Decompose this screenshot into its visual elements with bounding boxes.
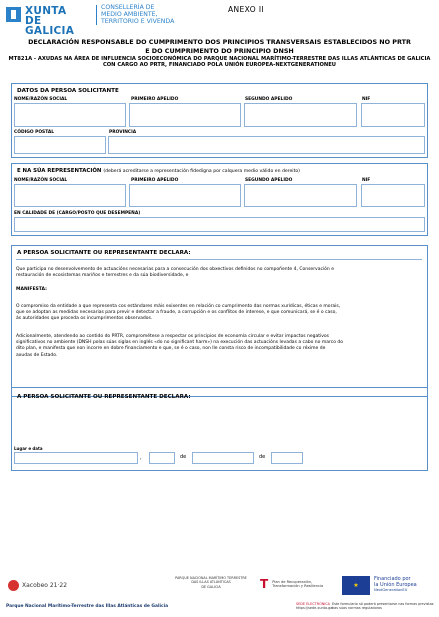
- text-line: restauración de ecosistemas mariños e terrestres e da súa biodiversidade, e: [16, 273, 189, 279]
- text-line: O compromiso da entidade a que representa cos estándares máis exixentes en relación co cumprimento das normas xurídicas, éticas e morais,: [16, 304, 341, 309]
- segundo-apelido-field[interactable]: [244, 103, 357, 127]
- rep-segundo-apelido-field[interactable]: [244, 184, 357, 207]
- paragraph-compromiso: [16, 304, 422, 323]
- consellaria-line1: CONSELLERÍA DE: [101, 4, 155, 11]
- label-nome: NOME/RAZÓN SOCIAL: [14, 178, 68, 183]
- provincia-field[interactable]: [108, 136, 425, 154]
- footer-note: Este formulario só poderá presentarse nas formas previstas nas súas normas reguladoras: [332, 602, 434, 610]
- consellaria-line2: MEDIO AMBIENTE,: [101, 10, 158, 18]
- calidade-field[interactable]: [14, 217, 425, 232]
- rep-nome-field[interactable]: [14, 184, 126, 207]
- label-segundo-apelido: SEGUNDO APELIDO: [245, 97, 293, 102]
- sede-label: SEDE ELECTRÓNICA: [296, 602, 330, 606]
- year-field[interactable]: [271, 452, 303, 464]
- parque-line1: PARQUE NACIONAL MARÍTIMO TERRESTRE: [175, 576, 247, 580]
- rep-primeiro-apelido-field[interactable]: [129, 184, 241, 207]
- text-line: que se adoptan as medidas necesarias para previr e detectar a fraude, a corrupción e os conflitos de interese, e que comunicará, se é o caso,: [16, 310, 337, 316]
- parque-line3: DE GALICIA: [201, 584, 221, 589]
- eu-line1: Financiado por: [374, 576, 411, 583]
- label-nif: NIF: [362, 97, 371, 102]
- label-primeiro-apelido: PRIMEIRO APELIDO: [131, 178, 179, 183]
- parque-nacional-logo: [172, 576, 250, 589]
- xacobeo-emblem-icon: [8, 580, 19, 591]
- day-field[interactable]: [149, 452, 175, 464]
- footer-organization: Parque Nacional Marítimo-Terrestre das Illas Atlánticas de Galicia: [6, 604, 169, 609]
- xacobeo-text: Xacobeo 21·22: [22, 582, 68, 589]
- label-lugar-data: Lugar e data: [14, 446, 43, 451]
- document-title: [0, 38, 439, 55]
- xunta-emblem-icon: [6, 7, 21, 22]
- nome-field[interactable]: [14, 103, 126, 127]
- prtr-logo: [260, 578, 323, 590]
- subtitle-line1: MT821A - AXUDAS NA ÁREA DE INFLUENCIA SOCIOECONÓMICA DO PARQUE NACIONAL MARÍTIMO-TERRESTRE DAS ILLAS ATLÁNTICAS DE GALICIA: [8, 56, 431, 62]
- text-line: dito plan, e manifesta que non incorre en dobre financiamento e que, se é o caso, non lle consta risco de incompatibilidade co réxime de: [16, 346, 326, 352]
- nif-field[interactable]: [361, 103, 425, 127]
- plan-line1: Plan de Recuperación,: [272, 579, 313, 584]
- representacion-title: E NA SÚA REPRESENTACIÓN: [17, 168, 102, 174]
- section-title: A PERSOA SOLICITANTE OU REPRESENTANTE DECLARA:: [17, 250, 191, 256]
- label-codigo-postal: CÓDIGO POSTAL: [14, 130, 55, 135]
- xacobeo-logo: [8, 580, 67, 591]
- title-line1: DECLARACIÓN RESPONSABLE DO CUMPRIMENTO DOS PRINCIPIOS TRANSVERSAIS ESTABLECIDOS NO PRTR: [28, 38, 411, 46]
- eu-flag-icon: ★: [342, 576, 370, 595]
- text-line: significativos no ambiente (DNSH polas súas siglas en inglés «do no significant harm») na execución das actuacións levadas a cabo no marco do: [16, 340, 343, 346]
- text-line: Adicionalmente, atendendo ao contido do PRTR, comprométese a respectar os principios de economía circular e evitar impactos negativos: [16, 334, 329, 339]
- manifesta-label: MANIFESTA:: [16, 287, 47, 292]
- label-segundo-apelido: SEGUNDO APELIDO: [245, 178, 293, 183]
- primeiro-apelido-field[interactable]: [129, 103, 241, 127]
- xunta-logo: [6, 5, 86, 37]
- sede-electronica: [296, 602, 333, 610]
- prtr-emblem-icon: T: [260, 577, 269, 591]
- section-representacion: [11, 163, 428, 236]
- eu-line2: la Unión Europea: [374, 581, 417, 588]
- text-line: ás autoridades que proceda os incumprimentos observados.: [16, 316, 153, 322]
- label-primeiro-apelido: PRIMEIRO APELIDO: [131, 97, 179, 102]
- label-nif: NIF: [362, 178, 371, 183]
- label-provincia: PROVINCIA: [109, 130, 137, 135]
- section-declara: [11, 245, 428, 397]
- logo-line2: DE GALICIA: [25, 15, 75, 37]
- section-title: DATOS DA PERSOA SOLICITANTE: [17, 88, 119, 94]
- plan-line2: Transformación y Resiliencia: [272, 584, 324, 588]
- consellaria-name: [96, 5, 191, 25]
- document-subtitle: [0, 56, 439, 69]
- section-title: [17, 168, 300, 174]
- logo-line1: XUNTA: [25, 5, 67, 17]
- codigo-postal-field[interactable]: [14, 136, 106, 154]
- subtitle-line2: CON CARGO AO PRTR, FINANCIADO POLA UNIÓN EUROPEA-NEXTGENERATIONEU: [102, 62, 337, 69]
- parque-line2: DAS ILLAS ATLÁNTICAS: [191, 580, 231, 585]
- de-separator-2: de: [259, 454, 266, 460]
- text-line: axudas de Estado.: [16, 352, 58, 358]
- title-line2: E DO CUMPRIMENTO DO PRINCIPIO DNSH: [145, 46, 294, 55]
- de-separator-1: de: [180, 454, 187, 460]
- paragraph-adicionalmente: [16, 334, 422, 359]
- label-nome: NOME/RAZÓN SOCIAL: [14, 97, 68, 102]
- consellaria-line3: TERRITORIO E VIVENDA: [101, 17, 175, 25]
- section-title: A PERSOA SOLICITANTE OU REPRESENTANTE DECLARA:: [17, 394, 191, 400]
- paragraph-participa: [16, 267, 422, 279]
- anexo-label: ANEXO II: [228, 5, 265, 14]
- comma-separator: ,: [140, 455, 142, 461]
- representacion-note: (deberá acreditarse a representación fidedigna por calquera medio válido en dereito): [103, 169, 300, 174]
- eu-line3: NextGenerationEU: [374, 588, 408, 593]
- month-field[interactable]: [192, 452, 254, 464]
- section-solicitante: [11, 83, 428, 158]
- label-calidade: EN CALIDADE DE (CARGO/POSTO QUE DESEMPEÑA): [14, 211, 141, 216]
- text-line: Que participa no desenvolvemento de actuacións necesarias para a consecución dos obxectivos definidos no compoñente 4, Conservación e: [16, 267, 334, 272]
- sede-url[interactable]: https://sede.xunta.gal: [296, 606, 334, 610]
- eu-funding-logo: [342, 576, 417, 595]
- section-sinatura: [11, 387, 428, 471]
- rep-nif-field[interactable]: [361, 184, 425, 207]
- divider: [16, 259, 422, 260]
- lugar-field[interactable]: [14, 452, 138, 464]
